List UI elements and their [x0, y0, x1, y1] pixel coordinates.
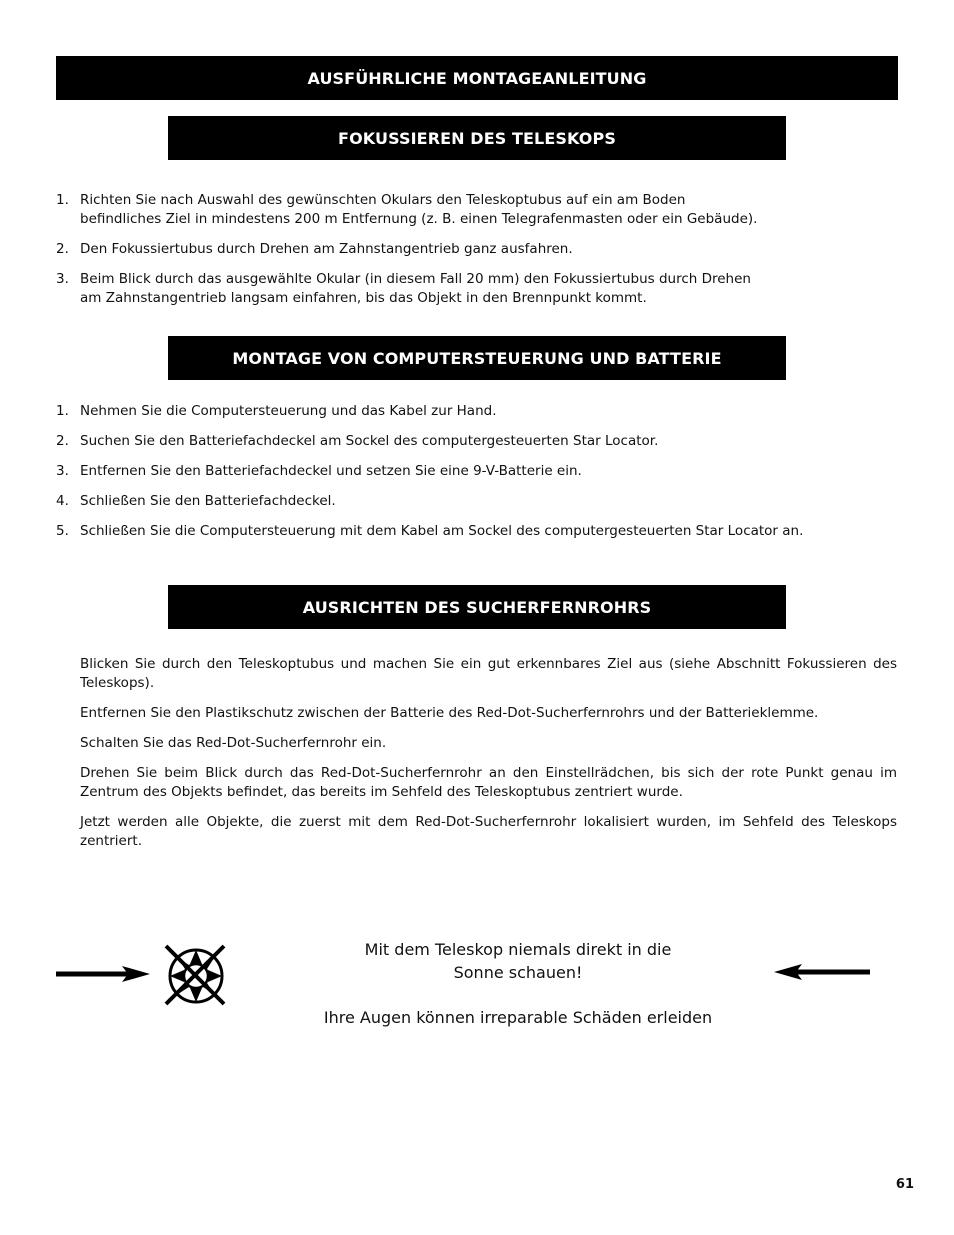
list-item-number: 3.: [56, 463, 69, 479]
section-title-bar-finder: [168, 585, 786, 629]
warning-line-3: Ihre Augen können irreparable Schäden erleiden: [323, 1008, 713, 1027]
page-number: 61: [895, 1177, 914, 1192]
no-sun-viewing-icon: [158, 938, 246, 1030]
warning-message: [300, 938, 736, 1029]
paragraph: Schalten Sie das Red-Dot-Sucherfernrohr ein.: [80, 735, 387, 751]
list-item: [56, 432, 898, 451]
left-arrow-icon: [772, 962, 872, 982]
list-item-text: Richten Sie nach Auswahl des gewünschten Okulars den Teleskoptubus auf ein am Boden: [80, 192, 686, 208]
list-item-text: Entfernen Sie den Batteriefachdeckel und setzen Sie eine 9-V-Batterie ein.: [80, 463, 582, 479]
list-item-number: 5.: [56, 523, 69, 539]
section-title-focus: FOKUSSIEREN DES TELESKOPS: [338, 128, 616, 148]
list-item-number: 2.: [56, 241, 69, 257]
warning-line-2: Sonne schauen!: [453, 963, 583, 982]
right-arrow-icon: [56, 964, 152, 984]
list-item: [56, 240, 898, 259]
main-title-bar: [56, 56, 898, 100]
section-title-bar-focus: [168, 116, 786, 160]
list-item-number: 4.: [56, 493, 69, 509]
section-title-computer: MONTAGE VON COMPUTERSTEUERUNG UND BATTERIE: [232, 348, 722, 368]
list-item-number: 3.: [56, 271, 69, 287]
list-item-number: 1.: [56, 403, 69, 419]
list-item: [56, 191, 898, 229]
section-title-finder: AUSRICHTEN DES SUCHERFERNROHRS: [302, 597, 652, 617]
list-item: [56, 522, 898, 541]
focus-steps-list: [56, 191, 898, 319]
section-title-bar-computer: [168, 336, 786, 380]
list-item-text: Schließen Sie die Computersteuerung mit dem Kabel am Sockel des computergesteuerten Star Locator an.: [80, 523, 804, 539]
paragraph: Jetzt werden alle Objekte, die zuerst mit dem Red-Dot-Sucherfernrohr lokalisiert wurden, im Sehfeld des Teleskops zentriert.: [80, 814, 897, 849]
list-item-text: am Zahnstangentrieb langsam einfahren, bis das Objekt in den Brennpunkt kommt.: [80, 290, 647, 306]
list-item-text: Nehmen Sie die Computersteuerung und das Kabel zur Hand.: [80, 403, 497, 419]
list-item-text: Suchen Sie den Batteriefachdeckel am Sockel des computergesteuerten Star Locator.: [80, 433, 659, 449]
list-item-text: Den Fokussiertubus durch Drehen am Zahnstangentrieb ganz ausfahren.: [80, 241, 573, 257]
main-title: AUSFÜHRLICHE MONTAGEANLEITUNG: [307, 68, 647, 88]
paragraph: Entfernen Sie den Plastikschutz zwischen der Batterie des Red-Dot-Sucherfernrohrs und der Batterieklemme.: [80, 705, 819, 721]
computer-steps-list: [56, 402, 898, 552]
list-item: [56, 492, 898, 511]
list-item-number: 2.: [56, 433, 69, 449]
list-item-number: 1.: [56, 192, 69, 208]
list-item-text: Beim Blick durch das ausgewählte Okular (in diesem Fall 20 mm) den Fokussiertubus durch Drehen: [80, 271, 751, 287]
paragraph: Drehen Sie beim Blick durch das Red-Dot-Sucherfernrohr an den Einstellrädchen, bis sich der rote Punkt genau im Zentrum des Objekts befindet, das bereits im Sehfeld des Teleskoptubus zentriert wurde.: [80, 765, 897, 800]
list-item: [56, 402, 898, 421]
list-item: [56, 270, 898, 308]
list-item-text: befindliches Ziel in mindestens 200 m Entfernung (z. B. einen Telegrafenmasten oder ein Gebäude).: [80, 211, 758, 227]
warning-line-1: Mit dem Teleskop niemals direkt in die: [364, 940, 672, 959]
list-item: [56, 462, 898, 481]
paragraph: Blicken Sie durch den Teleskoptubus und machen Sie ein gut erkennbares Ziel aus (siehe Abschnitt Fokussieren des Teleskops).: [80, 656, 897, 691]
finder-paragraphs: [80, 655, 897, 862]
list-item-text: Schließen Sie den Batteriefachdeckel.: [80, 493, 336, 509]
